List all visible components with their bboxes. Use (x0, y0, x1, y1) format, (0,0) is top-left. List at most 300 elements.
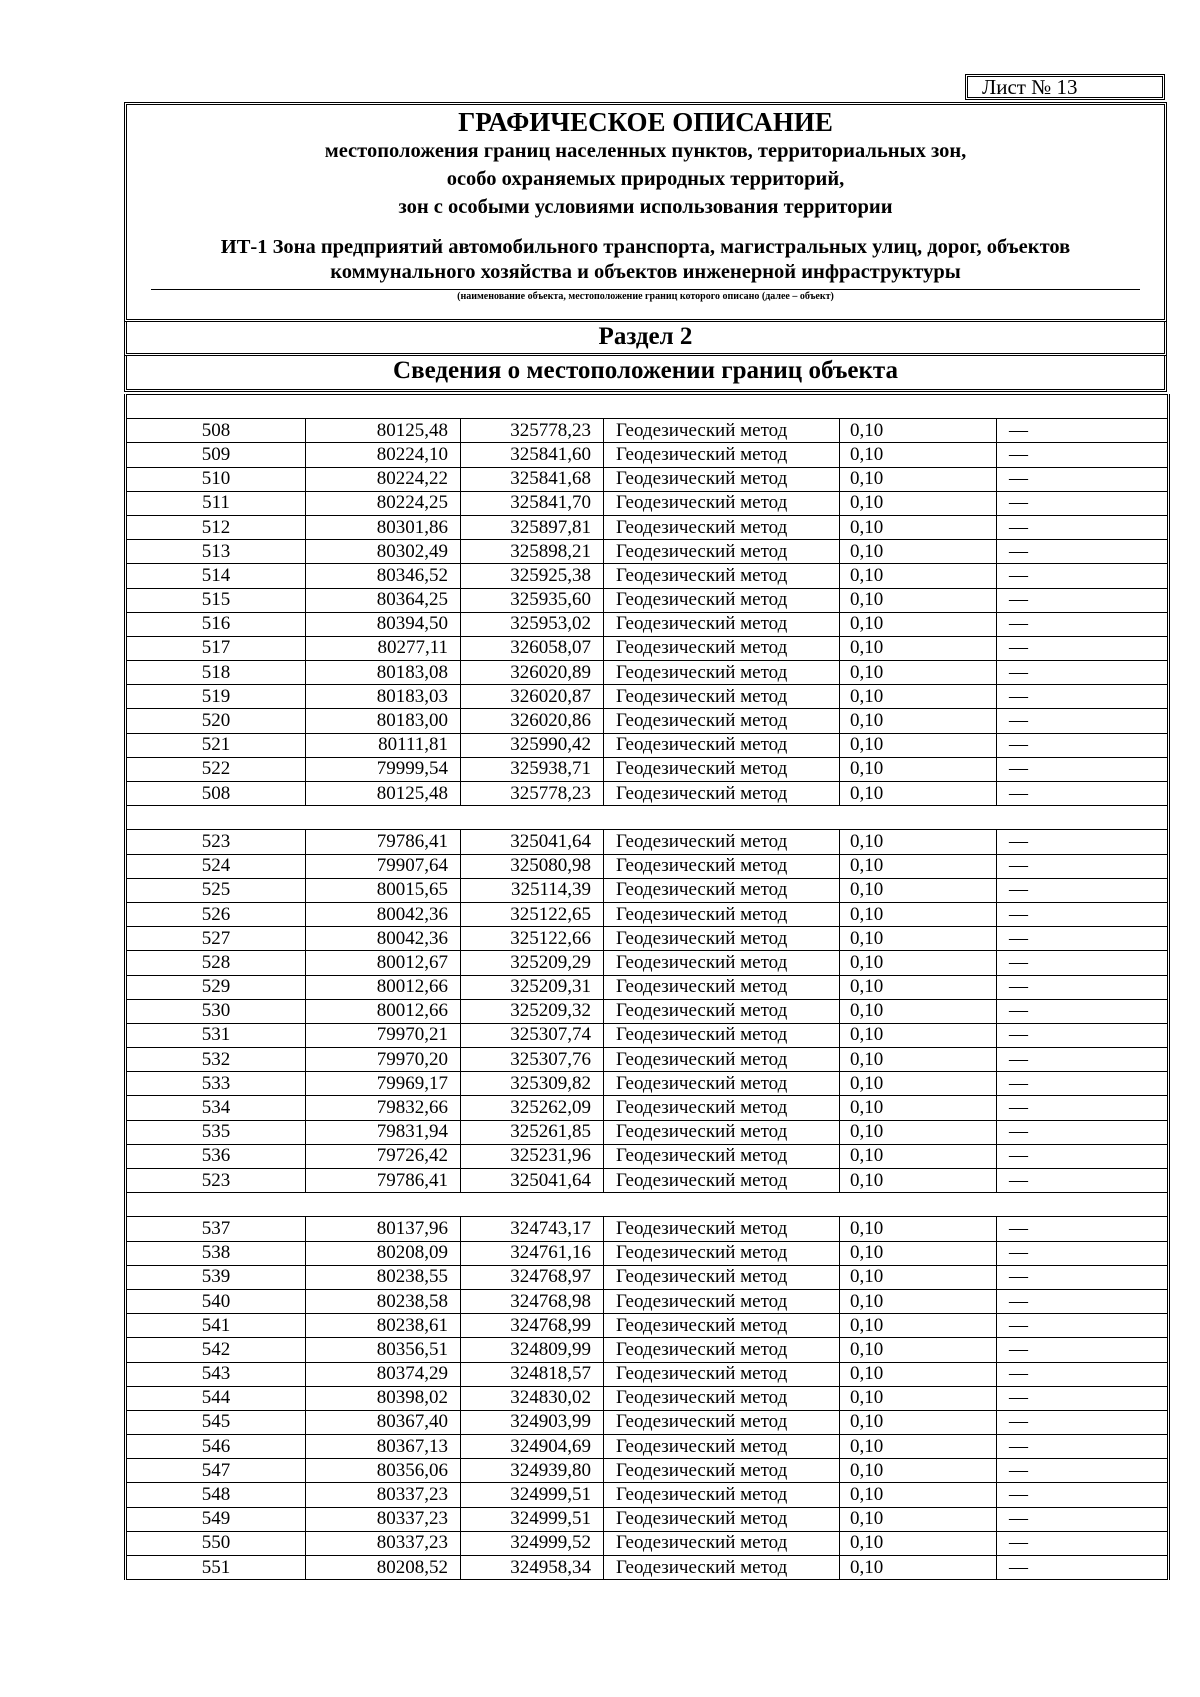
accuracy-cell: 0,10 (840, 975, 997, 999)
method-cell: Геодезический метод (604, 1023, 840, 1047)
accuracy-cell: 0,10 (840, 733, 997, 757)
y-coordinate-cell: 325935,60 (461, 588, 604, 612)
table-row (126, 515, 1169, 539)
accuracy-cell: 0,10 (840, 902, 997, 926)
x-coordinate-cell: 80356,06 (306, 1459, 461, 1483)
note-cell: — (997, 1289, 1169, 1313)
table-row (126, 1072, 1169, 1096)
point-number-cell: 535 (126, 1120, 306, 1144)
point-number-cell: 508 (126, 782, 306, 806)
note-cell: — (997, 564, 1169, 588)
object-name-underline (151, 289, 1140, 290)
accuracy-cell: 0,10 (840, 1314, 997, 1338)
note-cell: — (997, 515, 1169, 539)
accuracy-cell: 0,10 (840, 878, 997, 902)
method-cell: Геодезический метод (604, 1459, 840, 1483)
note-cell: — (997, 1362, 1169, 1386)
accuracy-cell: 0,10 (840, 1338, 997, 1362)
x-coordinate-cell: 79999,54 (306, 757, 461, 781)
note-cell: — (997, 1459, 1169, 1483)
y-coordinate-cell: 325080,98 (461, 854, 604, 878)
x-coordinate-cell: 80367,13 (306, 1435, 461, 1459)
table-row (126, 540, 1169, 564)
accuracy-cell: 0,10 (840, 1144, 997, 1168)
accuracy-cell: 0,10 (840, 1459, 997, 1483)
sheet-number: Лист № 13 (965, 74, 1165, 100)
accuracy-cell: 0,10 (840, 564, 997, 588)
accuracy-cell: 0,10 (840, 1048, 997, 1072)
table-row (126, 1265, 1169, 1289)
document-header (124, 102, 1167, 322)
x-coordinate-cell: 79970,21 (306, 1023, 461, 1047)
method-cell: Геодезический метод (604, 1120, 840, 1144)
y-coordinate-cell: 325261,85 (461, 1120, 604, 1144)
point-number-cell: 546 (126, 1435, 306, 1459)
y-coordinate-cell: 324999,52 (461, 1531, 604, 1555)
x-coordinate-cell: 80224,25 (306, 491, 461, 515)
method-cell: Геодезический метод (604, 1556, 840, 1580)
point-number-cell: 531 (126, 1023, 306, 1047)
y-coordinate-cell: 325114,39 (461, 878, 604, 902)
x-coordinate-cell: 80346,52 (306, 564, 461, 588)
table-row (126, 927, 1169, 951)
method-cell: Геодезический метод (604, 927, 840, 951)
method-cell: Геодезический метод (604, 685, 840, 709)
accuracy-cell: 0,10 (840, 830, 997, 854)
x-coordinate-cell: 80337,23 (306, 1507, 461, 1531)
method-cell: Геодезический метод (604, 1314, 840, 1338)
y-coordinate-cell: 325897,81 (461, 515, 604, 539)
note-cell: — (997, 733, 1169, 757)
y-coordinate-cell: 324818,57 (461, 1362, 604, 1386)
table-row (126, 1314, 1169, 1338)
method-cell: Геодезический метод (604, 1169, 840, 1193)
point-number-cell: 537 (126, 1217, 306, 1241)
note-cell: — (997, 1217, 1169, 1241)
note-cell: — (997, 999, 1169, 1023)
y-coordinate-cell: 325307,76 (461, 1048, 604, 1072)
y-coordinate-cell: 325898,21 (461, 540, 604, 564)
x-coordinate-cell: 80337,23 (306, 1483, 461, 1507)
point-number-cell: 524 (126, 854, 306, 878)
table-row (126, 1507, 1169, 1531)
point-number-cell: 526 (126, 902, 306, 926)
point-number-cell: 523 (126, 830, 306, 854)
point-number-cell: 520 (126, 709, 306, 733)
point-number-cell: 529 (126, 975, 306, 999)
group-separator-row (126, 395, 1169, 419)
table-row (126, 1289, 1169, 1313)
group-separator-row (126, 1193, 1169, 1217)
accuracy-cell: 0,10 (840, 636, 997, 660)
method-cell: Геодезический метод (604, 443, 840, 467)
method-cell: Геодезический метод (604, 709, 840, 733)
note-cell: — (997, 1241, 1169, 1265)
method-cell: Геодезический метод (604, 1507, 840, 1531)
table-row (126, 782, 1169, 806)
note-cell: — (997, 878, 1169, 902)
x-coordinate-cell: 80367,40 (306, 1410, 461, 1434)
note-cell: — (997, 757, 1169, 781)
note-cell: — (997, 1507, 1169, 1531)
note-cell: — (997, 1556, 1169, 1580)
table-row (126, 443, 1169, 467)
y-coordinate-cell: 325231,96 (461, 1144, 604, 1168)
method-cell: Геодезический метод (604, 1241, 840, 1265)
x-coordinate-cell: 80183,08 (306, 661, 461, 685)
point-number-cell: 540 (126, 1289, 306, 1313)
point-number-cell: 536 (126, 1144, 306, 1168)
x-coordinate-cell: 80374,29 (306, 1362, 461, 1386)
point-number-cell: 525 (126, 878, 306, 902)
note-cell: — (997, 1410, 1169, 1434)
note-cell: — (997, 1096, 1169, 1120)
table-row (126, 419, 1169, 443)
y-coordinate-cell: 326020,87 (461, 685, 604, 709)
y-coordinate-cell: 325953,02 (461, 612, 604, 636)
method-cell: Геодезический метод (604, 878, 840, 902)
accuracy-cell: 0,10 (840, 467, 997, 491)
point-number-cell: 521 (126, 733, 306, 757)
point-number-cell: 543 (126, 1362, 306, 1386)
method-cell: Геодезический метод (604, 1265, 840, 1289)
note-cell: — (997, 854, 1169, 878)
y-coordinate-cell: 325122,66 (461, 927, 604, 951)
table-row (126, 588, 1169, 612)
table-row (126, 1144, 1169, 1168)
method-cell: Геодезический метод (604, 1386, 840, 1410)
method-cell: Геодезический метод (604, 1435, 840, 1459)
y-coordinate-cell: 325041,64 (461, 830, 604, 854)
y-coordinate-cell: 325122,65 (461, 902, 604, 926)
note-cell: — (997, 1072, 1169, 1096)
y-coordinate-cell: 324999,51 (461, 1483, 604, 1507)
note-cell: — (997, 1169, 1169, 1193)
note-cell: — (997, 830, 1169, 854)
accuracy-cell: 0,10 (840, 685, 997, 709)
point-number-cell: 512 (126, 515, 306, 539)
note-cell: — (997, 902, 1169, 926)
table-row (126, 1120, 1169, 1144)
y-coordinate-cell: 324743,17 (461, 1217, 604, 1241)
point-number-cell: 516 (126, 612, 306, 636)
note-cell: — (997, 1144, 1169, 1168)
x-coordinate-cell: 80224,10 (306, 443, 461, 467)
x-coordinate-cell: 80012,66 (306, 999, 461, 1023)
point-number-cell: 538 (126, 1241, 306, 1265)
note-cell: — (997, 1338, 1169, 1362)
table-row (126, 854, 1169, 878)
table-row (126, 1217, 1169, 1241)
accuracy-cell: 0,10 (840, 419, 997, 443)
accuracy-cell: 0,10 (840, 1120, 997, 1144)
y-coordinate-cell: 326020,86 (461, 709, 604, 733)
point-number-cell: 527 (126, 927, 306, 951)
point-number-cell: 544 (126, 1386, 306, 1410)
table-row (126, 830, 1169, 854)
y-coordinate-cell: 325041,64 (461, 1169, 604, 1193)
x-coordinate-cell: 80137,96 (306, 1217, 461, 1241)
x-coordinate-cell: 80301,86 (306, 515, 461, 539)
group-separator-cell (126, 1193, 1169, 1217)
note-cell: — (997, 685, 1169, 709)
accuracy-cell: 0,10 (840, 612, 997, 636)
x-coordinate-cell: 80302,49 (306, 540, 461, 564)
accuracy-cell: 0,10 (840, 951, 997, 975)
accuracy-cell: 0,10 (840, 1483, 997, 1507)
accuracy-cell: 0,10 (840, 757, 997, 781)
x-coordinate-cell: 79726,42 (306, 1144, 461, 1168)
method-cell: Геодезический метод (604, 636, 840, 660)
method-cell: Геодезический метод (604, 1048, 840, 1072)
note-cell: — (997, 588, 1169, 612)
accuracy-cell: 0,10 (840, 782, 997, 806)
accuracy-cell: 0,10 (840, 854, 997, 878)
y-coordinate-cell: 325309,82 (461, 1072, 604, 1096)
note-cell: — (997, 1120, 1169, 1144)
accuracy-cell: 0,10 (840, 1023, 997, 1047)
table-row (126, 1435, 1169, 1459)
y-coordinate-cell: 325307,74 (461, 1023, 604, 1047)
table-row (126, 1048, 1169, 1072)
x-coordinate-cell: 80337,23 (306, 1531, 461, 1555)
table-row (126, 1096, 1169, 1120)
method-cell: Геодезический метод (604, 467, 840, 491)
accuracy-cell: 0,10 (840, 515, 997, 539)
table-row (126, 757, 1169, 781)
y-coordinate-cell: 325778,23 (461, 782, 604, 806)
accuracy-cell: 0,10 (840, 1169, 997, 1193)
x-coordinate-cell: 79832,66 (306, 1096, 461, 1120)
y-coordinate-cell: 325990,42 (461, 733, 604, 757)
method-cell: Геодезический метод (604, 1217, 840, 1241)
object-caption: (наименование объекта, местоположение границ которого описано (далее – объект) (457, 291, 834, 302)
y-coordinate-cell: 325841,68 (461, 467, 604, 491)
table-row (126, 733, 1169, 757)
table-row (126, 975, 1169, 999)
point-number-cell: 528 (126, 951, 306, 975)
y-coordinate-cell: 324809,99 (461, 1338, 604, 1362)
point-number-cell: 534 (126, 1096, 306, 1120)
point-number-cell: 533 (126, 1072, 306, 1096)
table-row (126, 999, 1169, 1023)
x-coordinate-cell: 80364,25 (306, 588, 461, 612)
point-number-cell: 539 (126, 1265, 306, 1289)
x-coordinate-cell: 80208,52 (306, 1556, 461, 1580)
y-coordinate-cell: 326058,07 (461, 636, 604, 660)
point-number-cell: 513 (126, 540, 306, 564)
point-number-cell: 508 (126, 419, 306, 443)
table-row (126, 1459, 1169, 1483)
note-cell: — (997, 709, 1169, 733)
y-coordinate-cell: 325841,60 (461, 443, 604, 467)
table-row (126, 636, 1169, 660)
table-row (126, 709, 1169, 733)
accuracy-cell: 0,10 (840, 1241, 997, 1265)
method-cell: Геодезический метод (604, 1483, 840, 1507)
x-coordinate-cell: 80042,36 (306, 902, 461, 926)
x-coordinate-cell: 80398,02 (306, 1386, 461, 1410)
note-cell: — (997, 612, 1169, 636)
table-row (126, 902, 1169, 926)
table-row (126, 1241, 1169, 1265)
accuracy-cell: 0,10 (840, 927, 997, 951)
accuracy-cell: 0,10 (840, 1217, 997, 1241)
point-number-cell: 511 (126, 491, 306, 515)
table-row (126, 661, 1169, 685)
x-coordinate-cell: 80224,22 (306, 467, 461, 491)
table-row (126, 1023, 1169, 1047)
table-row (126, 564, 1169, 588)
x-coordinate-cell: 80394,50 (306, 612, 461, 636)
table-row (126, 1531, 1169, 1555)
accuracy-cell: 0,10 (840, 1096, 997, 1120)
point-number-cell: 519 (126, 685, 306, 709)
method-cell: Геодезический метод (604, 515, 840, 539)
method-cell: Геодезический метод (604, 902, 840, 926)
x-coordinate-cell: 80183,00 (306, 709, 461, 733)
x-coordinate-cell: 79786,41 (306, 830, 461, 854)
y-coordinate-cell: 325925,38 (461, 564, 604, 588)
table-row (126, 1556, 1169, 1580)
document-frame (124, 102, 1167, 1580)
section-subtitle: Сведения о местоположении границ объекта (124, 356, 1167, 392)
point-number-cell: 522 (126, 757, 306, 781)
y-coordinate-cell: 324958,34 (461, 1556, 604, 1580)
method-cell: Геодезический метод (604, 491, 840, 515)
y-coordinate-cell: 325209,31 (461, 975, 604, 999)
point-number-cell: 517 (126, 636, 306, 660)
note-cell: — (997, 1483, 1169, 1507)
note-cell: — (997, 1265, 1169, 1289)
table-row (126, 1362, 1169, 1386)
x-coordinate-cell: 79969,17 (306, 1072, 461, 1096)
x-coordinate-cell: 80238,58 (306, 1289, 461, 1313)
method-cell: Геодезический метод (604, 1072, 840, 1096)
point-number-cell: 514 (126, 564, 306, 588)
note-cell: — (997, 1023, 1169, 1047)
method-cell: Геодезический метод (604, 854, 840, 878)
table-row (126, 467, 1169, 491)
x-coordinate-cell: 79907,64 (306, 854, 461, 878)
section-title: Раздел 2 (124, 322, 1167, 356)
point-number-cell: 515 (126, 588, 306, 612)
point-number-cell: 518 (126, 661, 306, 685)
x-coordinate-cell: 79970,20 (306, 1048, 461, 1072)
method-cell: Геодезический метод (604, 1096, 840, 1120)
method-cell: Геодезический метод (604, 419, 840, 443)
y-coordinate-cell: 324761,16 (461, 1241, 604, 1265)
table-row (126, 491, 1169, 515)
x-coordinate-cell: 80356,51 (306, 1338, 461, 1362)
y-coordinate-cell: 324830,02 (461, 1386, 604, 1410)
method-cell: Геодезический метод (604, 1410, 840, 1434)
accuracy-cell: 0,10 (840, 1386, 997, 1410)
y-coordinate-cell: 324999,51 (461, 1507, 604, 1531)
note-cell: — (997, 491, 1169, 515)
y-coordinate-cell: 325841,70 (461, 491, 604, 515)
point-number-cell: 523 (126, 1169, 306, 1193)
method-cell: Геодезический метод (604, 1362, 840, 1386)
y-coordinate-cell: 326020,89 (461, 661, 604, 685)
note-cell: — (997, 1531, 1169, 1555)
x-coordinate-cell: 80125,48 (306, 782, 461, 806)
method-cell: Геодезический метод (604, 951, 840, 975)
x-coordinate-cell: 80015,65 (306, 878, 461, 902)
note-cell: — (997, 1386, 1169, 1410)
y-coordinate-cell: 324904,69 (461, 1435, 604, 1459)
y-coordinate-cell: 324939,80 (461, 1459, 604, 1483)
x-coordinate-cell: 79786,41 (306, 1169, 461, 1193)
note-cell: — (997, 636, 1169, 660)
document-subtitle-line: зон с особыми условиями использования территории (398, 196, 893, 218)
method-cell: Геодезический метод (604, 1144, 840, 1168)
note-cell: — (997, 782, 1169, 806)
x-coordinate-cell: 80012,66 (306, 975, 461, 999)
x-coordinate-cell: 80111,81 (306, 733, 461, 757)
point-number-cell: 532 (126, 1048, 306, 1072)
table-row (126, 685, 1169, 709)
x-coordinate-cell: 80042,36 (306, 927, 461, 951)
object-name-line: ИТ-1 Зона предприятий автомобильного транспорта, магистральных улиц, дорог, объектов (220, 236, 1071, 258)
accuracy-cell: 0,10 (840, 1435, 997, 1459)
document-subtitle-line: местоположения границ населенных пунктов, территориальных зон, (324, 140, 967, 162)
accuracy-cell: 0,10 (840, 1265, 997, 1289)
accuracy-cell: 0,10 (840, 1410, 997, 1434)
table-row (126, 1410, 1169, 1434)
note-cell: — (997, 443, 1169, 467)
note-cell: — (997, 975, 1169, 999)
method-cell: Геодезический метод (604, 612, 840, 636)
accuracy-cell: 0,10 (840, 999, 997, 1023)
note-cell: — (997, 540, 1169, 564)
table-row (126, 951, 1169, 975)
accuracy-cell: 0,10 (840, 588, 997, 612)
y-coordinate-cell: 325209,32 (461, 999, 604, 1023)
table-row (126, 1483, 1169, 1507)
method-cell: Геодезический метод (604, 661, 840, 685)
method-cell: Геодезический метод (604, 830, 840, 854)
y-coordinate-cell: 325262,09 (461, 1096, 604, 1120)
method-cell: Геодезический метод (604, 1338, 840, 1362)
document-title: ГРАФИЧЕСКОЕ ОПИСАНИЕ (458, 107, 833, 137)
point-number-cell: 509 (126, 443, 306, 467)
x-coordinate-cell: 80277,11 (306, 636, 461, 660)
method-cell: Геодезический метод (604, 733, 840, 757)
accuracy-cell: 0,10 (840, 1289, 997, 1313)
x-coordinate-cell: 80125,48 (306, 419, 461, 443)
note-cell: — (997, 1435, 1169, 1459)
note-cell: — (997, 927, 1169, 951)
accuracy-cell: 0,10 (840, 661, 997, 685)
y-coordinate-cell: 325209,29 (461, 951, 604, 975)
x-coordinate-cell: 80238,55 (306, 1265, 461, 1289)
point-number-cell: 547 (126, 1459, 306, 1483)
note-cell: — (997, 467, 1169, 491)
method-cell: Геодезический метод (604, 757, 840, 781)
table-row (126, 1386, 1169, 1410)
group-separator-cell (126, 395, 1169, 419)
method-cell: Геодезический метод (604, 975, 840, 999)
accuracy-cell: 0,10 (840, 1531, 997, 1555)
point-number-cell: 541 (126, 1314, 306, 1338)
note-cell: — (997, 1314, 1169, 1338)
note-cell: — (997, 1048, 1169, 1072)
note-cell: — (997, 419, 1169, 443)
y-coordinate-cell: 324768,99 (461, 1314, 604, 1338)
method-cell: Геодезический метод (604, 1289, 840, 1313)
y-coordinate-cell: 324768,97 (461, 1265, 604, 1289)
